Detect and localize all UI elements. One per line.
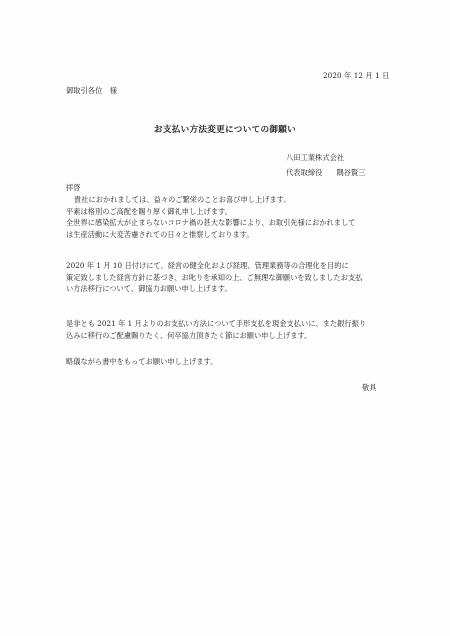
letter-date: 2020 年 12 月 1 日 <box>323 71 390 80</box>
letter-title: お支払い方法変更についての御願い <box>153 125 297 135</box>
paragraph-line: 平素は格別のご高配を賜り厚く御礼申し上げます。 <box>66 206 232 216</box>
addressee: 御取引各位 様 <box>66 86 118 95</box>
closing-word: 敬具 <box>362 383 377 392</box>
sender-title: 代表取締役 <box>286 168 323 177</box>
paragraph-line: は生産活動に大変苦慮されての日々と推察しております。 <box>66 229 254 239</box>
salutation: 拝啓 <box>66 183 81 192</box>
paragraph-line: 2020 年 1 月 10 日付けにて、経営の健全化および経理、管理業務等の合理化を目的に <box>66 261 349 270</box>
paragraph-line: 策定致しました経営方針に基づき、お叱りを承知の上、ご無理な御願いを致しましたお支払 <box>66 272 363 282</box>
sender-representative <box>286 168 366 177</box>
paragraph-line: 全世界に感染拡大が止まらないコロナ禍の甚大な影響により、お取引先様におかれまして <box>66 218 356 228</box>
paragraph-line: 貴社におかれましては、益々のご繁栄のことお喜び申し上げます。 <box>74 195 291 204</box>
paragraph-line: 略儀ながら書中をもってお願い申し上げます。 <box>66 357 218 366</box>
sender-name: 隅谷賢三 <box>336 168 366 177</box>
paragraph-line: い方法移行について、御協力お願い申し上げます。 <box>66 284 232 294</box>
paragraph-greeting <box>66 194 396 240</box>
paragraph-closing-remark <box>66 356 396 368</box>
paragraph-policy <box>66 260 396 295</box>
paragraph-line: 込みに移行のご配慮賜りたく、何卒協力頂きたく節にお願い申し上げます。 <box>66 330 312 340</box>
paragraph-line: 是非とも 2021 年 1 月よりのお支払い方法について手形支払を現金支払いに、また銀行振り <box>66 319 367 328</box>
sender-company: 八田工業株式会社 <box>286 153 345 162</box>
paragraph-request <box>66 318 396 341</box>
